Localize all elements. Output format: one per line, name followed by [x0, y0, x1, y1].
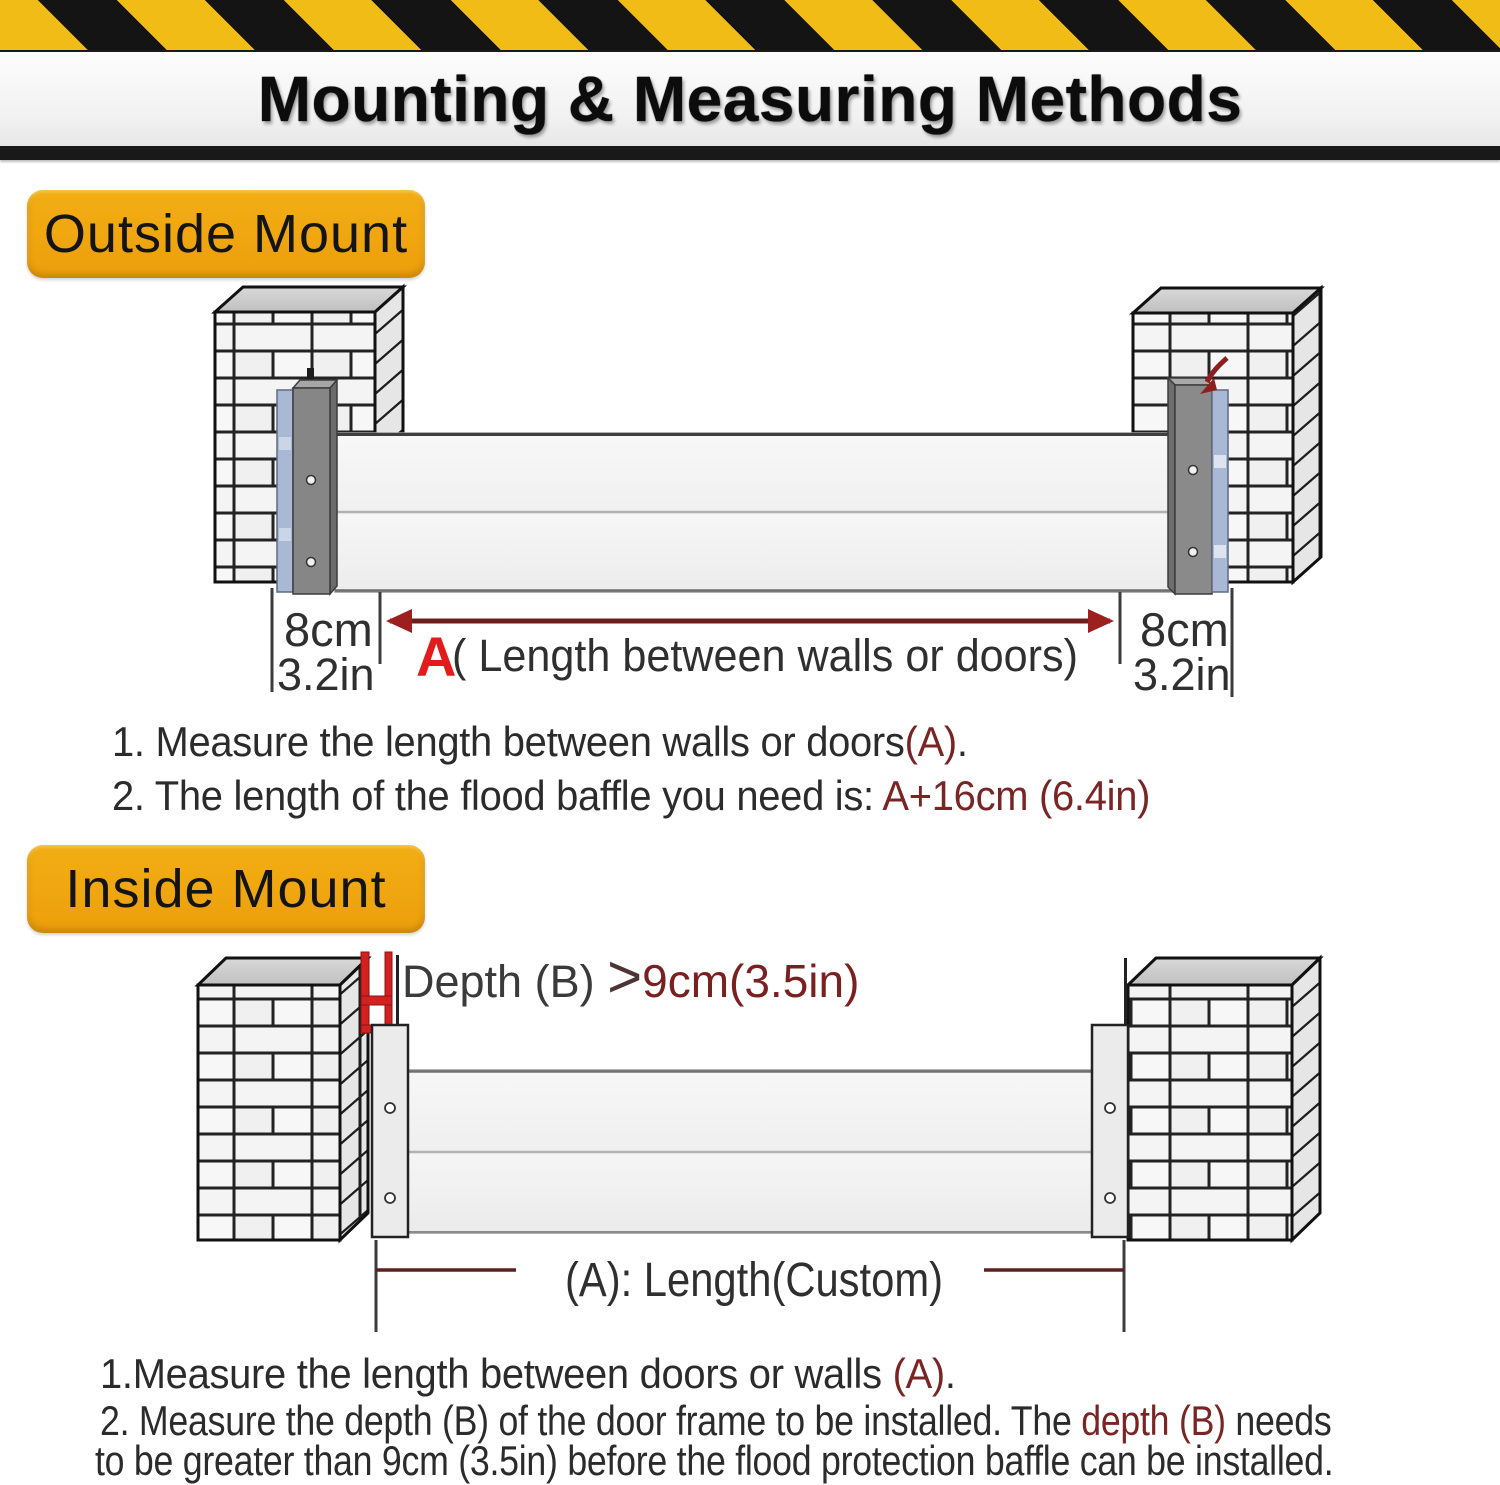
screw-hole — [385, 1103, 395, 1113]
dim-letter-A: A — [416, 625, 457, 688]
length-caption: (A): Length(Custom) — [565, 1254, 943, 1307]
inside-step-2-tail: needs — [1225, 1397, 1332, 1444]
screw-hole — [1105, 1193, 1115, 1203]
depth-value: 9cm(3.5in) — [642, 955, 860, 1007]
depth-label: Depth (B) — [402, 956, 608, 1007]
inside-step-2-line2 — [95, 1437, 1333, 1485]
screw-hole — [307, 558, 316, 567]
outside-step-2-text: 2. The length of the flood baffle you need is: — [112, 772, 883, 819]
screw-hole — [307, 476, 316, 485]
depth-annotation — [402, 943, 859, 1010]
inside-step-1-text: 1.Measure the length between doors or walls — [100, 1350, 893, 1397]
page-title: Mounting & Measuring Methods — [257, 63, 1243, 135]
outside-left-seal-strip — [277, 390, 293, 592]
outside-step-1 — [112, 718, 968, 766]
inside-left-pillar — [198, 958, 368, 1240]
outside-flood-barrier — [335, 433, 1175, 592]
outside-mount-diagram — [0, 270, 1500, 700]
inside-left-channel — [372, 1025, 408, 1237]
title-divider — [0, 146, 1500, 160]
left-frame-edge — [396, 955, 399, 1025]
dim-caption: ( Length between walls or doors) — [452, 630, 1078, 681]
inside-step-1-period: . — [944, 1350, 956, 1397]
dim-left-in: 3.2in — [277, 649, 375, 700]
arrow-head-right — [1088, 609, 1114, 633]
dim-right-in: 3.2in — [1133, 649, 1231, 700]
screw-hole — [1105, 1103, 1115, 1113]
screw-hole — [385, 1193, 395, 1203]
outside-step-2-highlight: A+16cm (6.4in) — [882, 772, 1151, 819]
outside-step-2 — [112, 772, 1150, 820]
screw-hole — [1189, 548, 1198, 557]
inside-dimension — [376, 1240, 1124, 1332]
inside-step-2-line2-text: to be greater than 9cm (3.5in) before the flood protection baffle can be installed. — [95, 1437, 1334, 1484]
inside-flood-barrier — [408, 1070, 1092, 1233]
inside-mount-label-text: Inside Mount — [65, 859, 387, 919]
arrow-head-left — [386, 609, 412, 633]
outside-left-channel — [293, 380, 337, 594]
screw-hole — [1189, 466, 1198, 475]
inside-step-1 — [100, 1350, 956, 1398]
inside-step-2-text: 2. Measure the depth (B) of the door frame to be installed. The — [100, 1397, 1082, 1444]
inside-step-2-highlight: depth (B) — [1081, 1397, 1226, 1444]
title-band — [0, 52, 1500, 146]
greater-than-sign: > — [607, 943, 643, 1010]
outside-mount-label-text: Outside Mount — [43, 204, 409, 264]
dim-left-cm: 8cm — [284, 603, 373, 656]
outside-step-1-highlight: (A) — [904, 718, 957, 765]
outside-dimension — [272, 588, 1232, 700]
outside-right-seal-strip — [1212, 390, 1228, 592]
outside-mount-label — [27, 190, 425, 278]
dim-right-cm: 8cm — [1140, 603, 1229, 656]
outside-right-channel — [1168, 378, 1212, 594]
inside-right-pillar — [1128, 958, 1320, 1240]
outside-step-1-text: 1. Measure the length between walls or doors — [112, 718, 905, 765]
right-frame-edge — [1124, 958, 1127, 1026]
inside-mount-diagram — [0, 940, 1500, 1340]
caution-stripe-banner — [0, 0, 1500, 52]
inside-step-1-highlight: (A) — [892, 1350, 945, 1397]
inside-right-channel — [1092, 1025, 1128, 1237]
inside-mount-label — [27, 845, 425, 933]
outside-step-1-period: . — [956, 718, 968, 765]
